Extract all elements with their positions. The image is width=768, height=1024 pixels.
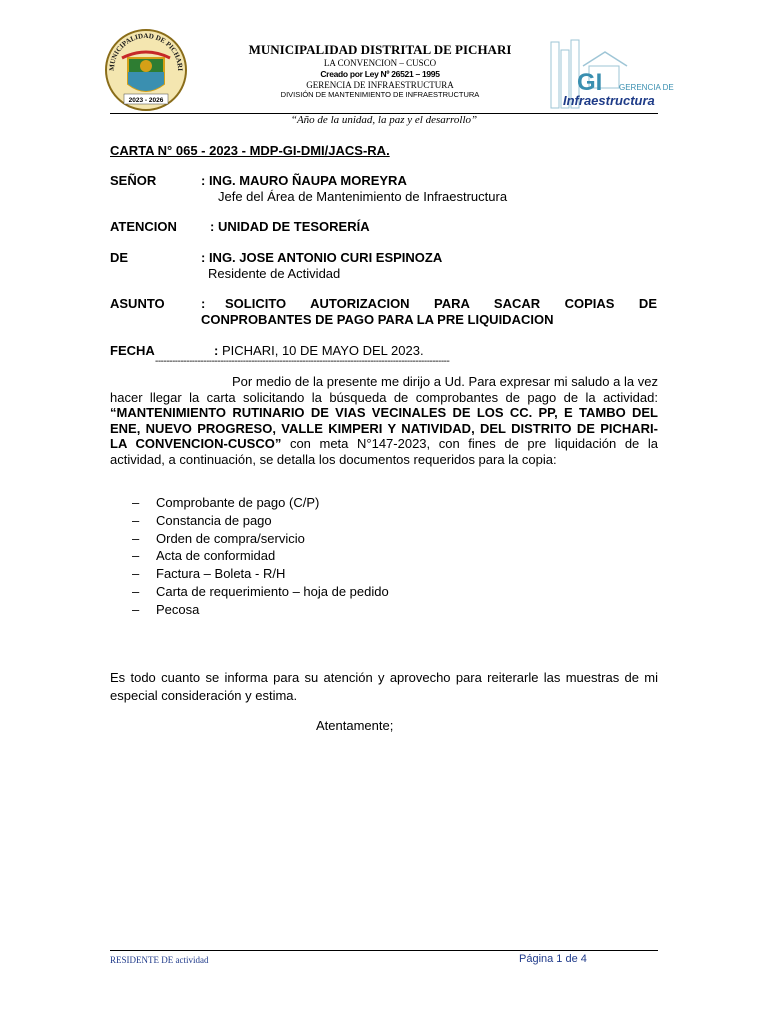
page-number: Página 1 de 4 [519, 953, 587, 965]
header-title: MUNICIPALIDAD DISTRITAL DE PICHARI [248, 42, 512, 57]
seal-text: MUNICIPALIDAD DE PICHARI [107, 31, 185, 72]
gi-logo-initials: GI [577, 69, 603, 96]
senor-name: : ING. MAURO ÑAUPA MOREYRA [201, 173, 407, 188]
signoff: Atentamente; [316, 718, 394, 733]
asunto-colon: : [201, 296, 206, 311]
bullet-dash: – [132, 583, 140, 599]
bullet-dash: – [132, 495, 140, 510]
senor-label: SEÑOR [110, 173, 157, 188]
bullet-dash: – [132, 566, 140, 582]
document-item-label: Constancia de pago [156, 512, 272, 528]
gi-logo-infraestructura: Infraestructura [563, 93, 655, 108]
list-item [110, 531, 658, 549]
header-law: Creado por Ley Nº 26521 – 1995 [320, 69, 440, 79]
documents-list [110, 495, 658, 620]
letter-reference: CARTA N° 065 - 2023 - MDP-GI-DMI/JACS-RA. [110, 143, 390, 158]
list-item [110, 548, 658, 566]
bullet-dash: – [132, 548, 140, 564]
list-item [110, 584, 658, 602]
document-item-label: Factura – Boleta - R/H [156, 566, 286, 582]
de-name: : ING. JOSE ANTONIO CURI ESPINOZA [201, 250, 443, 265]
year-motto: “Año de la unidad, la paz y el desarrollo” [290, 114, 478, 126]
body-paragraph [110, 374, 658, 468]
bullet-dash: – [132, 530, 140, 546]
list-item [110, 495, 658, 513]
header-gerencia: GERENCIA DE INFRAESTRUCTURA [306, 80, 454, 90]
asunto-line-1: SOLICITO AUTORIZACION PARA SACAR COPIAS DE [225, 296, 657, 311]
municipal-seal [104, 28, 188, 112]
list-item [110, 602, 658, 620]
atencion-label: ATENCION [110, 219, 177, 234]
bullet-dash: – [132, 512, 140, 528]
document-item-label: Carta de requerimiento – hoja de pedido [156, 583, 389, 599]
senor-title: Jefe del Área de Mantenimiento de Infraestructura [218, 189, 508, 204]
atencion-value: : UNIDAD DE TESORERÍA [210, 219, 370, 234]
fecha-colon: : [214, 343, 219, 358]
closing-paragraph: Es todo cuanto se informa para su atención y aprovecho para reiterarle las muestras de mi especial consideración y estima. [110, 670, 658, 703]
list-item [110, 566, 658, 584]
body-end: con meta N°147-2023, con fines de pre liquidación de la actividad, a continuación, se detalla los documentos requeridos para la copia: [110, 436, 658, 467]
footer-left: RESIDENTE DE actividad [110, 955, 209, 965]
fecha-value: PICHARI, 10 DE MAYO DEL 2023. [222, 343, 424, 358]
footer-rule [110, 950, 658, 951]
list-item [110, 513, 658, 531]
seal-years: 2023 - 2026 [128, 97, 164, 104]
gi-logo-gerencia: GERENCIA DE [619, 83, 674, 92]
body-intro: Por medio de la presente me dirijo a Ud. Para expresar mi saludo a la vez hacer llegar la carta solicitando la búsqueda de comprobantes de pago de la actividad: [110, 374, 658, 405]
document-item-label: Acta de conformidad [156, 548, 276, 564]
gi-logo [543, 38, 679, 112]
de-title: Residente de Actividad [208, 266, 341, 281]
fecha-label: FECHA [110, 343, 155, 358]
asunto-line-2: CONPROBANTES DE PAGO PARA LA PRE LIQUIDACION [201, 312, 554, 327]
de-label: DE [110, 250, 129, 265]
activity-name: “MANTENIMIENTO RUTINARIO DE VIAS VECINALES DE LOS CC. PP, E TAMBO DEL ENE, NUEVO PROGRESO, VALLE KIMPERI Y NATIVIDAD, DEL DISTRITO DE PICHARI- LA CONVENCION-CUSCO” [110, 405, 658, 452]
separator-line: -------------------------------------------------------------------------------------------------------- [155, 356, 450, 367]
document-item-label: Pecosa [156, 601, 200, 617]
asunto-label: ASUNTO [110, 296, 165, 311]
bullet-dash: – [132, 601, 140, 617]
header-division: DIVISIÓN DE MANTENIMIENTO DE INFRAESTRUCTURA [280, 90, 480, 99]
header-location: LA CONVENCION – CUSCO [323, 58, 437, 68]
document-item-label: Comprobante de pago (C/P) [156, 495, 320, 510]
document-item-label: Orden de compra/servicio [156, 530, 305, 546]
